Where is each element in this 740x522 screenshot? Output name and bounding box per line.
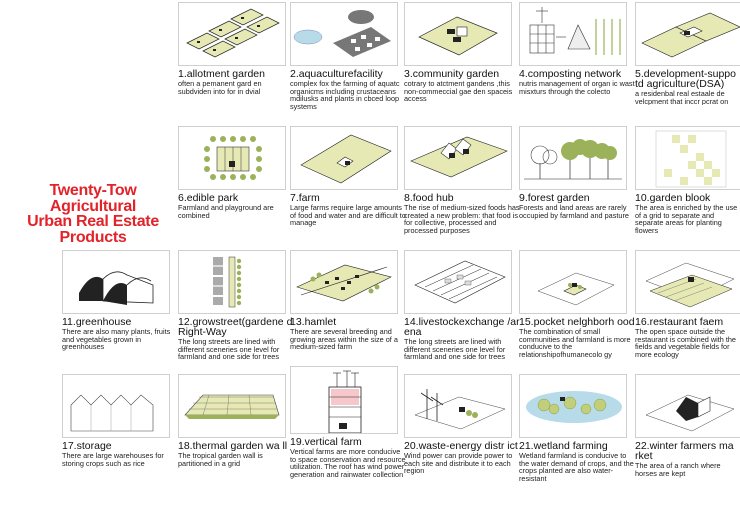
product-name: 10.garden blook	[635, 192, 711, 204]
product-desc: There are also many plants, fruits and vegetables grown in greenhouses	[62, 327, 171, 352]
hamlet-icon	[290, 250, 398, 314]
product-name: 2.aquaculturefacility	[290, 68, 383, 80]
product-card	[404, 250, 520, 361]
product-desc: Vertical farms are more conducive to space conservation and resource utilization. The roof has wind power generation and rainwater collection	[290, 447, 406, 479]
product-desc: Large farms require large amounts of food and water and are difficult to manage	[290, 203, 406, 228]
product-card	[635, 374, 740, 477]
product-desc: often a pemanent gard en subdviden into for in dvial	[178, 79, 262, 96]
development-block-icon	[635, 2, 740, 66]
product-desc: nutris management of organ ic wast misxturs through the colecto	[519, 79, 635, 96]
product-card	[635, 250, 740, 358]
livestock-arena-icon	[404, 250, 512, 314]
storage-barn-icon	[62, 374, 170, 438]
product-card	[635, 2, 740, 105]
product-name: 3.community garden	[404, 68, 500, 80]
greenhouse-icon	[62, 250, 170, 314]
product-card	[290, 126, 406, 227]
product-card	[62, 374, 178, 467]
product-card	[178, 2, 294, 95]
product-name: 20.waste-energy distr ict	[404, 440, 518, 452]
product-name: 18.thermal garden wa ll	[178, 440, 288, 452]
winter-market-icon	[635, 374, 740, 438]
garden-grid-icon	[635, 126, 740, 190]
product-name: 5.development-suppo td agriculture(DSA)	[635, 68, 736, 90]
community-plot-icon	[404, 2, 512, 66]
wind-turbine-icon	[404, 374, 512, 438]
product-desc: Farmland and playground are combined	[178, 203, 274, 220]
forest-trees-icon	[519, 126, 627, 190]
product-name: 9.forest garden	[519, 192, 590, 204]
product-name: 6.edible park	[178, 192, 239, 204]
product-card	[178, 250, 294, 361]
product-card	[519, 2, 635, 95]
page-title	[18, 183, 168, 245]
product-card	[178, 374, 294, 467]
growstreet-icon	[178, 250, 286, 314]
title-line: Twenty-Tow	[49, 182, 137, 199]
product-desc: Wind power can provide power to each site and distribute it to each region	[404, 451, 513, 476]
product-card	[62, 250, 178, 351]
farm-house-icon	[290, 126, 398, 190]
product-card	[404, 374, 520, 475]
product-name: 12.growstreet(gardene dRight-Way	[178, 316, 293, 338]
product-desc: a residenbal real estaale de velcpment that inccr pcrat on	[635, 89, 729, 106]
product-desc: The area is enriched by the use of a grid to separate and separate areas for planting flowers	[635, 203, 738, 235]
product-name: 8.food hub	[404, 192, 454, 204]
product-desc: There are several breeding and growing areas within the size of a medium-sized farm	[290, 327, 398, 352]
product-desc: The open space outside the restaurant is combined with the fields and vegetable fields for more ecology	[635, 327, 736, 359]
product-name: 13.hamlet	[290, 316, 337, 328]
product-desc: Forests and land areas are rarely occupied by farmland and pasture	[519, 203, 629, 220]
product-name: 16.restaurant faem	[635, 316, 724, 328]
product-desc: The tropical garden wall is partitioned in a grid	[178, 451, 263, 468]
product-card	[290, 374, 406, 478]
product-name: 11.greenhouse	[62, 316, 132, 328]
product-name: 7.farm	[290, 192, 320, 204]
compost-pile-icon	[519, 2, 627, 66]
product-desc: Wetland farmland is conducive to the water demand of crops, and the crops planted are also water-resistant	[519, 451, 634, 483]
pocket-neighborhood-icon	[519, 250, 627, 314]
product-card	[519, 374, 635, 482]
title-line: Urban Real Estate	[27, 213, 159, 230]
product-card	[404, 126, 520, 234]
product-name: 19.vertical farm	[290, 436, 362, 448]
product-desc: The combination of small communities and farmland is more conducive to the relationshipofhumanecolo gy	[519, 327, 631, 359]
product-card	[635, 126, 740, 234]
title-line: Products	[59, 228, 127, 246]
product-card	[290, 2, 406, 110]
product-desc: complex fox the farming of aquatc organicms including crustaceans mdilusks and plants in cbced loop systems	[290, 79, 400, 111]
fish-pond-icon	[290, 2, 398, 66]
food-hub-icon	[404, 126, 512, 190]
product-name: 1.allotment garden	[178, 68, 265, 80]
park-trees-icon	[178, 126, 286, 190]
thermal-wall-icon	[178, 374, 286, 438]
product-desc: cotrary to atctment gandens ,this non-commeccial gae den spaceis access	[404, 79, 513, 104]
product-desc: The long streets are lined with different sceneries one level for farmland and one side for trees	[178, 337, 280, 362]
product-name: 4.composting network	[519, 68, 622, 80]
product-card	[290, 250, 406, 351]
product-name: 17.storage	[62, 440, 112, 452]
product-name: 22.winter farmers ma rket	[635, 440, 734, 462]
product-name: 15.pocket nelghborh ood	[519, 316, 635, 328]
product-card	[519, 250, 635, 358]
product-name: 21.wetland farming	[519, 440, 608, 452]
restaurant-farm-icon	[635, 250, 740, 314]
product-card	[178, 126, 294, 219]
product-desc: There are large warehouses for storing crops such as rice	[62, 451, 164, 468]
title-line: Agricultural	[49, 197, 137, 215]
product-card	[519, 126, 635, 219]
wetland-icon	[519, 374, 627, 438]
product-card	[404, 2, 520, 103]
vertical-farm-icon	[290, 366, 398, 434]
product-desc: The area of a ranch where horses are kept	[635, 461, 721, 478]
product-name: 14.livestockexchange /ar ena	[404, 316, 520, 338]
product-desc: The rise of medium-sized foods has created a new problem: that food is for collective, processed and processed purposes	[404, 203, 520, 235]
allotment-grid-icon	[178, 2, 286, 66]
product-desc: The long streets are lined with different sceneries one level for farmland and one side for trees	[404, 337, 506, 362]
